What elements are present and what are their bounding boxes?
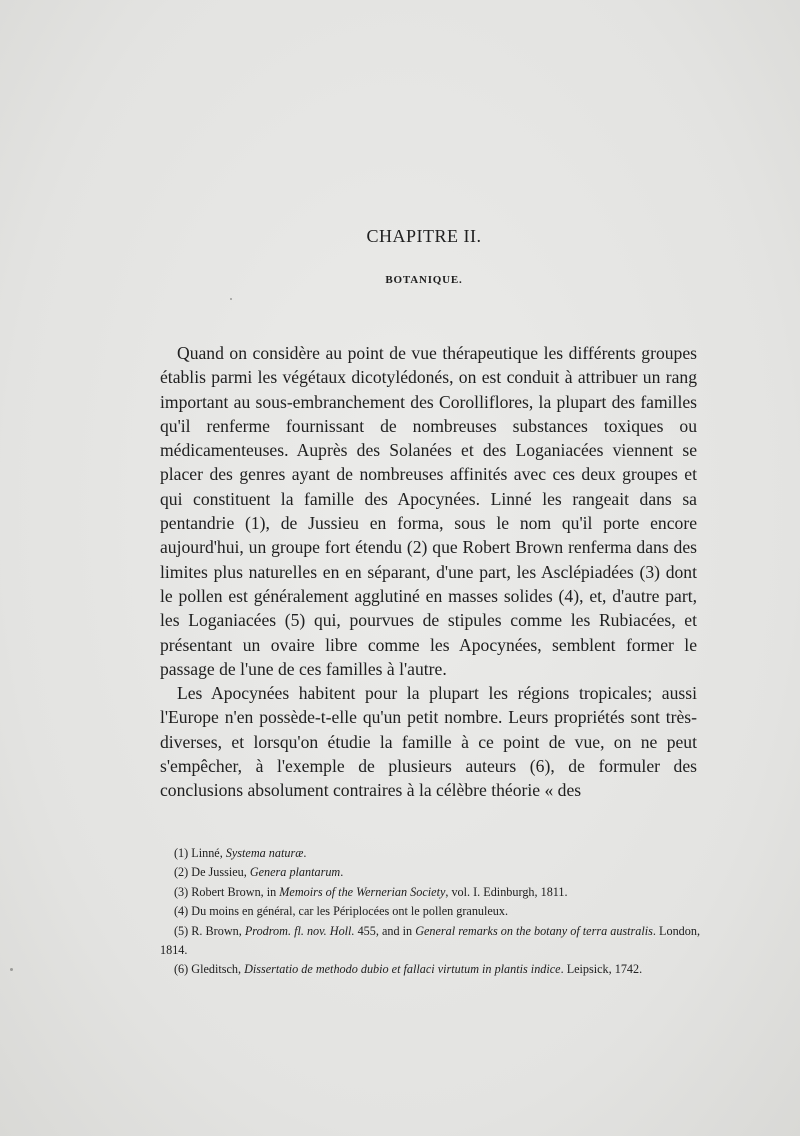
section-title: BOTANIQUE. (385, 274, 463, 286)
footnote-text: . Leipsick, 1742. (560, 962, 643, 977)
footnote (160, 844, 700, 863)
footnote-text: Gleditsch, (191, 962, 245, 977)
footnote-text: . (340, 865, 344, 880)
footnote-title: Memoirs of the Wernerian Society (279, 884, 446, 899)
paragraph: Les Apocynées habitent pour la plupart les régions tropicales; aussi l'Europe n'en possède-t-elle qu'un petit nombre. Leurs propriétés sont très-diverses, et lorsqu'on étudie la famille à ce point de vue, on ne peut s'empêcher, à l'exemple de plusieurs auteurs (6), de formuler des conclusions absolument contraires à la célèbre théorie « des (160, 683, 697, 801)
footnote-text: Robert Brown, in (191, 884, 280, 899)
footnote-title: Systema naturæ (225, 846, 304, 860)
footnote-text: . London, 1814. (160, 923, 701, 958)
footnote-text: De Jussieu, (191, 865, 250, 880)
footnote (160, 902, 700, 921)
footnote-text: 455, and in (354, 923, 416, 938)
footnote (160, 960, 700, 979)
footnote-number: (1) (174, 846, 189, 860)
footnote-title: Genera plantarum (249, 865, 341, 880)
paper-speck (10, 968, 13, 971)
footnote-text: . (303, 846, 307, 860)
paragraph: Quand on considère au point de vue thérapeutique les différents groupes établis parmi les végétaux dicotylédonés, on est conduit à attribuer un rang important au sous-embranchement des Corolliflores, la plupart des familles qu'il renferme fournissant de nombreuses substances toxiques ou médicamenteuses. Auprès des Solanées et des Loganiacées viennent se placer des genres ayant de nombreuses affinités avec ces deux groupes et qui constituent la famille des Apocynées. Linné les rangeait dans sa pentandrie (1), de Jussieu en forma, sous le nom qu'il porte encore aujourd'hui, un groupe fort étendu (2) que Robert Brown renferma dans des limites plus naturelles en en séparant, d'une part, les Asclépiadées (3) dont le pollen est généralement agglutiné en masses solides (4), et, d'autre part, les Loganiacées (5) qui, pourvues de stipules comme les Rubiacées, et présentant un ovaire libre comme les Apocynées, semblent former le passage de l'une de ces familles à l'autre. (160, 343, 697, 679)
footnote-text: Du moins en général, car les Périplocées ont le pollen granuleux. (191, 904, 509, 919)
footnote-number: (4) (174, 904, 189, 919)
footnote-number: (3) (174, 884, 189, 899)
footnote (160, 863, 700, 882)
footnote-title: Dissertatio de methodo dubio et fallaci virtutum in plantis indice (244, 962, 561, 977)
chapter-title: CHAPITRE II. (366, 226, 482, 246)
footnote (160, 922, 700, 961)
paper-speck (230, 298, 232, 300)
footnotes (160, 844, 700, 980)
footnote (160, 883, 700, 902)
footnote-number: (5) (174, 923, 189, 938)
footnote-title: Prodrom. fl. nov. Holl. (244, 923, 355, 938)
footnote-title: General remarks on the botany of terra australis (415, 923, 653, 938)
footnote-number: (2) (174, 865, 189, 880)
footnote-text: R. Brown, (191, 923, 245, 938)
footnote-number: (6) (174, 962, 189, 977)
footnote-text: Linné, (191, 846, 226, 860)
footnote-text: , vol. I. Edinburgh, 1811. (445, 884, 568, 899)
body-text (160, 341, 697, 803)
